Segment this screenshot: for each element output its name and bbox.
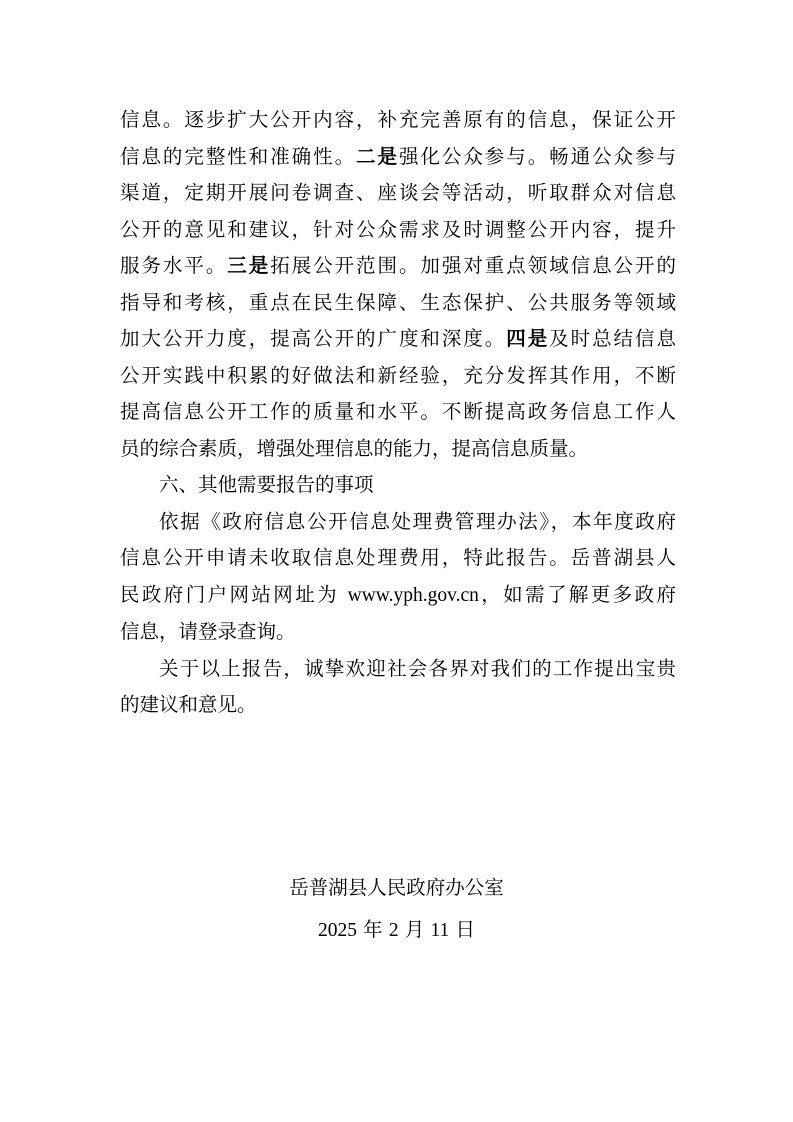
text-segment: 民政府门户网站网址为 bbox=[120, 582, 348, 606]
text-line: 公开实践中积累的好做法和新经验，充分发挥其作用，不断 bbox=[120, 363, 676, 387]
date-day: 11 bbox=[430, 920, 450, 941]
signature-date bbox=[0, 912, 793, 950]
text-segment: 拓展公开范围。加强对重点领域信息公开的 bbox=[270, 254, 676, 277]
text-line: 信息公开申请未收取信息处理费用，特此报告。岳普湖县人 bbox=[120, 546, 676, 569]
paragraph-measures bbox=[120, 102, 676, 467]
text-line bbox=[120, 248, 676, 285]
section-heading-other-matters bbox=[120, 467, 676, 504]
text-segment: ，如需了解更多政府 bbox=[478, 582, 676, 606]
text-segment: 服务水平。 bbox=[120, 254, 228, 277]
text-line: 关于以上报告，诚挚欢迎社会各界对我们的工作提出宝贵 bbox=[159, 656, 676, 680]
report-body bbox=[120, 102, 676, 724]
text-segment: 加大公开力度，提高公开的广度和深度。 bbox=[120, 327, 507, 350]
text-line: 的建议和意见。 bbox=[120, 693, 257, 716]
text-segment: 及时总结信息 bbox=[549, 327, 676, 350]
text-line: 依据《政府信息公开信息处理费管理办法》，本年度政府 bbox=[159, 509, 676, 533]
bold-marker-third: 三是 bbox=[227, 254, 271, 277]
date-year: 2025 bbox=[317, 920, 357, 941]
date-day-suffix: 日 bbox=[449, 918, 476, 941]
signature-organization: 岳普湖县人民政府办公室 bbox=[289, 876, 504, 899]
text-segment: 强化公众参与。畅通公众参与 bbox=[398, 144, 676, 168]
text-line: 提高信息公开工作的质量和水平。不断提高政务信息工作人 bbox=[120, 400, 676, 423]
website-url: www.yph.gov.cn bbox=[347, 584, 479, 606]
paragraph-closing bbox=[120, 651, 676, 724]
paragraph-fees bbox=[120, 504, 676, 651]
text-line bbox=[120, 139, 676, 176]
bold-marker-second: 二是 bbox=[356, 144, 399, 168]
bold-marker-fourth: 四是 bbox=[506, 327, 550, 350]
text-line: 指导和考核，重点在民生保障、生态保护、公共服务等领域 bbox=[120, 290, 676, 314]
text-line: 员的综合素质，增强处理信息的能力，提高信息质量。 bbox=[120, 436, 589, 460]
date-year-suffix: 年 bbox=[356, 918, 389, 941]
date-month-suffix: 月 bbox=[398, 918, 431, 941]
text-line bbox=[120, 577, 676, 615]
text-line bbox=[120, 321, 676, 358]
text-line: 信息。逐步扩大公开内容，补充完善原有的信息，保证公开 bbox=[120, 108, 676, 131]
text-line: 六、其他需要报告的事项 bbox=[159, 473, 374, 496]
text-line: 渠道，定期开展问卷调查、座谈会等活动，听取群众对信息 bbox=[120, 181, 676, 204]
text-line: 信息，请登录查询。 bbox=[120, 620, 296, 643]
text-segment: 信息的完整性和准确性。 bbox=[120, 144, 357, 168]
date-month: 2 bbox=[388, 920, 399, 941]
text-line: 公开的意见和建议，针对公众需求及时调整公开内容，提升 bbox=[120, 217, 676, 241]
